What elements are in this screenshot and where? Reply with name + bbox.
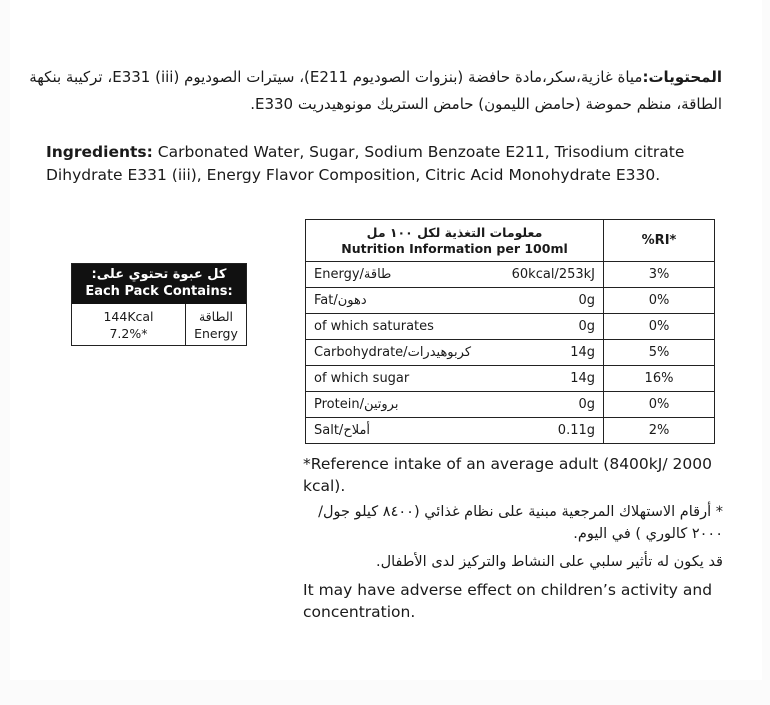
each-pack-kcal: 144Kcal: [103, 309, 154, 324]
each-pack-box: [71, 263, 247, 346]
notes-block: [303, 453, 723, 623]
each-pack-title-ar: كل عبوة تحتوي على:: [91, 267, 227, 282]
row-name: Fat/دهون: [314, 293, 367, 308]
table-row: [306, 262, 715, 288]
row-amount: 0g: [578, 319, 595, 334]
row-amount: 14g: [570, 371, 595, 386]
row-name: Salt/أملاح: [314, 423, 371, 438]
english-ingredients-label: Ingredients:: [46, 143, 153, 161]
each-pack-label-en: Energy: [194, 326, 238, 341]
row-ri: 0%: [604, 392, 715, 418]
english-ingredients-text: Carbonated Water, Sugar, Sodium Benzoate E211, Trisodium citrate Dihydrate E331 (iii), Energy Flavor Composition, Citric Acid Monohydrate E330.: [46, 143, 685, 184]
arabic-ingredients-text: مياة غازية،سكر،مادة حافضة (بنزوات الصوديوم E211)، سيترات الصوديوم (iii) E331، تركيبة بنكهة الطاقة، منظم حموضة (حامض الليمون) حامض الستريك مونوهيدريت E330.: [29, 68, 722, 113]
children-warning-ar: قد يكون له تأثير سلبي على النشاط والتركيز لدى الأطفال.: [375, 554, 723, 570]
table-row: [306, 392, 715, 418]
row-name: Energy/طاقة: [314, 267, 392, 282]
arabic-ingredients: [22, 64, 722, 118]
nutrition-header-en: Nutrition Information per 100ml: [341, 240, 568, 256]
reference-intake-ar: * أرقام الاستهلاك المرجعية مبنية على نظام غذائي (٨٤٠٠ كيلو جول/ ٢٠٠٠ كالوري ) في اليوم.: [318, 504, 723, 542]
row-amount: 0.11g: [557, 423, 595, 438]
nutrition-header: [306, 220, 604, 262]
ri-header: %RI*: [604, 220, 715, 262]
arabic-ingredients-label: المحتويات:: [642, 68, 722, 86]
nutrition-header-row: [306, 220, 715, 262]
nutrition-table: [305, 219, 715, 444]
nutrition-header-ar: معلومات التغذية لكل ١٠٠ مل: [366, 224, 543, 240]
english-ingredients: [46, 141, 746, 187]
row-ri: 16%: [604, 366, 715, 392]
label-page: [10, 0, 762, 680]
each-pack-header: [72, 264, 246, 304]
each-pack-title-en: Each Pack Contains:: [85, 284, 233, 299]
each-pack-percent: 7.2%*: [109, 326, 148, 341]
row-amount: 14g: [570, 345, 595, 360]
table-row: [306, 366, 715, 392]
each-pack-label-ar: الطاقة: [198, 309, 234, 324]
row-amount: 0g: [578, 397, 595, 412]
each-pack-body: [72, 304, 246, 345]
row-ri: 2%: [604, 418, 715, 444]
row-ri: 3%: [604, 262, 715, 288]
reference-intake-en: *Reference intake of an average adult (8400kJ/ 2000 kcal).: [303, 455, 712, 495]
row-ri: 5%: [604, 340, 715, 366]
table-row: [306, 340, 715, 366]
each-pack-labels: [186, 304, 246, 345]
table-row: [306, 288, 715, 314]
row-amount: 60kcal/253kJ: [511, 267, 595, 282]
table-row: [306, 314, 715, 340]
row-amount: 0g: [578, 293, 595, 308]
row-name: of which saturates: [314, 319, 434, 334]
children-warning-en: It may have adverse effect on children’s activity and concentration.: [303, 581, 713, 621]
row-name: Protein/بروتين: [314, 397, 399, 412]
row-name: of which sugar: [314, 371, 410, 386]
each-pack-values: [72, 304, 186, 345]
row-ri: 0%: [604, 288, 715, 314]
row-name: Carbohydrate/كربوهيدرات: [314, 345, 472, 360]
table-row: [306, 418, 715, 444]
row-ri: 0%: [604, 314, 715, 340]
